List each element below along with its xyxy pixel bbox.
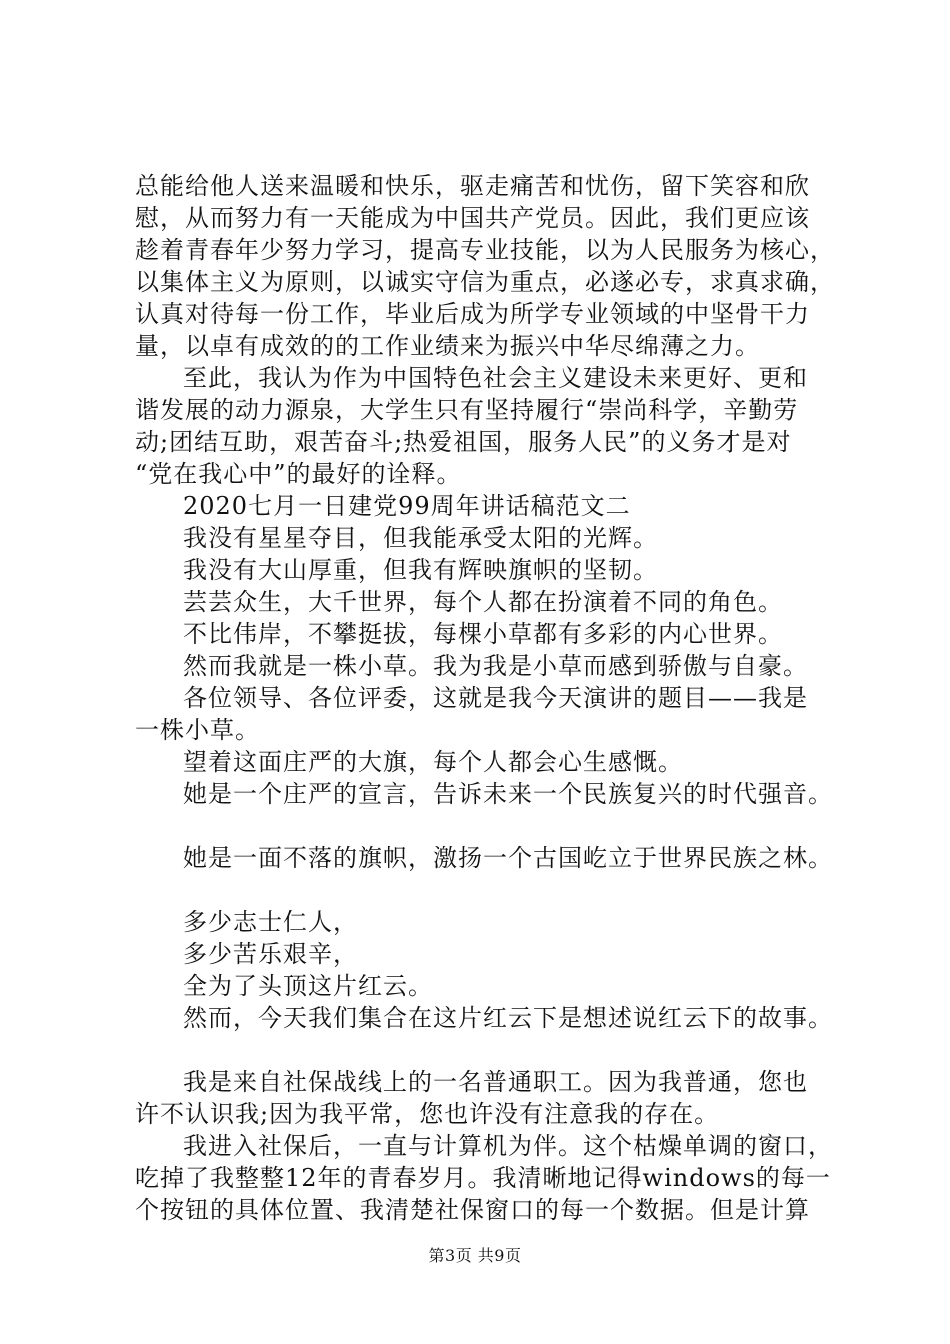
- text-line: 趁着青春年少努力学习，提高专业技能，以为人民服务为核心，: [135, 236, 835, 264]
- text-line: 我进入社保后，一直与计算机为伴。这个枯燥单调的窗口，: [183, 1132, 833, 1160]
- page-number-footer: 第3页 共9页: [428, 1246, 522, 1265]
- text-line: 以集体主义为原则，以诚实守信为重点，必遂必专，求真求确，: [135, 268, 835, 296]
- text-line: 她是一个庄严的宣言，告诉未来一个民族复兴的时代强音。: [183, 780, 833, 808]
- text-line: 许不认识我;因为我平常，您也许没有注意我的存在。: [135, 1100, 720, 1128]
- text-line: 认真对待每一份工作，毕业后成为所学专业领域的中坚骨干力: [135, 300, 810, 328]
- text-line: 芸芸众生，大千世界，每个人都在扮演着不同的角色。: [183, 588, 783, 616]
- text-line: 吃掉了我整整12年的青春岁月。我清晰地记得windows的每一: [135, 1164, 831, 1192]
- text-line: 量，以卓有成效的的工作业绩来为振兴中华尽绵薄之力。: [135, 332, 760, 360]
- text-line: 我没有大山厚重，但我有辉映旗帜的坚韧。: [183, 556, 658, 584]
- text-line: 望着这面庄严的大旗，每个人都会心生感慨。: [183, 748, 683, 776]
- text-line: 我没有星星夺目，但我能承受太阳的光辉。: [183, 524, 658, 552]
- text-line: 全为了头顶这片红云。: [183, 972, 433, 1000]
- text-line: 一株小草。: [135, 716, 260, 744]
- text-line: 然而我就是一株小草。我为我是小草而感到骄傲与自豪。: [183, 652, 808, 680]
- text-line: 不比伟岸，不攀挺拔，每棵小草都有多彩的内心世界。: [183, 620, 783, 648]
- text-line: 她是一面不落的旗帜，激扬一个古国屹立于世界民族之林。: [183, 844, 833, 872]
- text-line: 然而，今天我们集合在这片红云下是想述说红云下的故事。: [183, 1004, 833, 1032]
- text-line: 总能给他人送来温暖和快乐，驱走痛苦和忧伤，留下笑容和欣: [135, 172, 810, 200]
- text-line: 我是来自社保战线上的一名普通职工。因为我普通，您也: [183, 1068, 808, 1096]
- text-line: 个按钮的具体位置、我清楚社保窗口的每一个数据。但是计算: [135, 1196, 810, 1224]
- text-line: 动;团结互助，艰苦奋斗;热爱祖国，服务人民”的义务才是对: [135, 428, 792, 456]
- document-body: [135, 170, 835, 1226]
- section-heading: 2020七月一日建党99周年讲话稿范文二: [183, 492, 631, 520]
- paragraph-gap: [135, 1034, 835, 1066]
- text-line: 慰，从而努力有一天能成为中国共产党员。因此，我们更应该: [135, 204, 810, 232]
- paragraph-gap: [135, 874, 835, 906]
- text-line: 多少志士仁人，: [183, 908, 358, 936]
- text-line: 各位领导、各位评委，这就是我今天演讲的题目——我是: [183, 684, 808, 712]
- text-line: 多少苦乐艰辛，: [183, 940, 358, 968]
- paragraph-gap: [135, 810, 835, 842]
- text-line: 至此，我认为作为中国特色社会主义建设未来更好、更和: [183, 364, 808, 392]
- text-line: 谐发展的动力源泉，大学生只有坚持履行“崇尚科学，辛勤劳: [135, 396, 799, 424]
- text-line: “党在我心中”的最好的诠释。: [135, 460, 462, 488]
